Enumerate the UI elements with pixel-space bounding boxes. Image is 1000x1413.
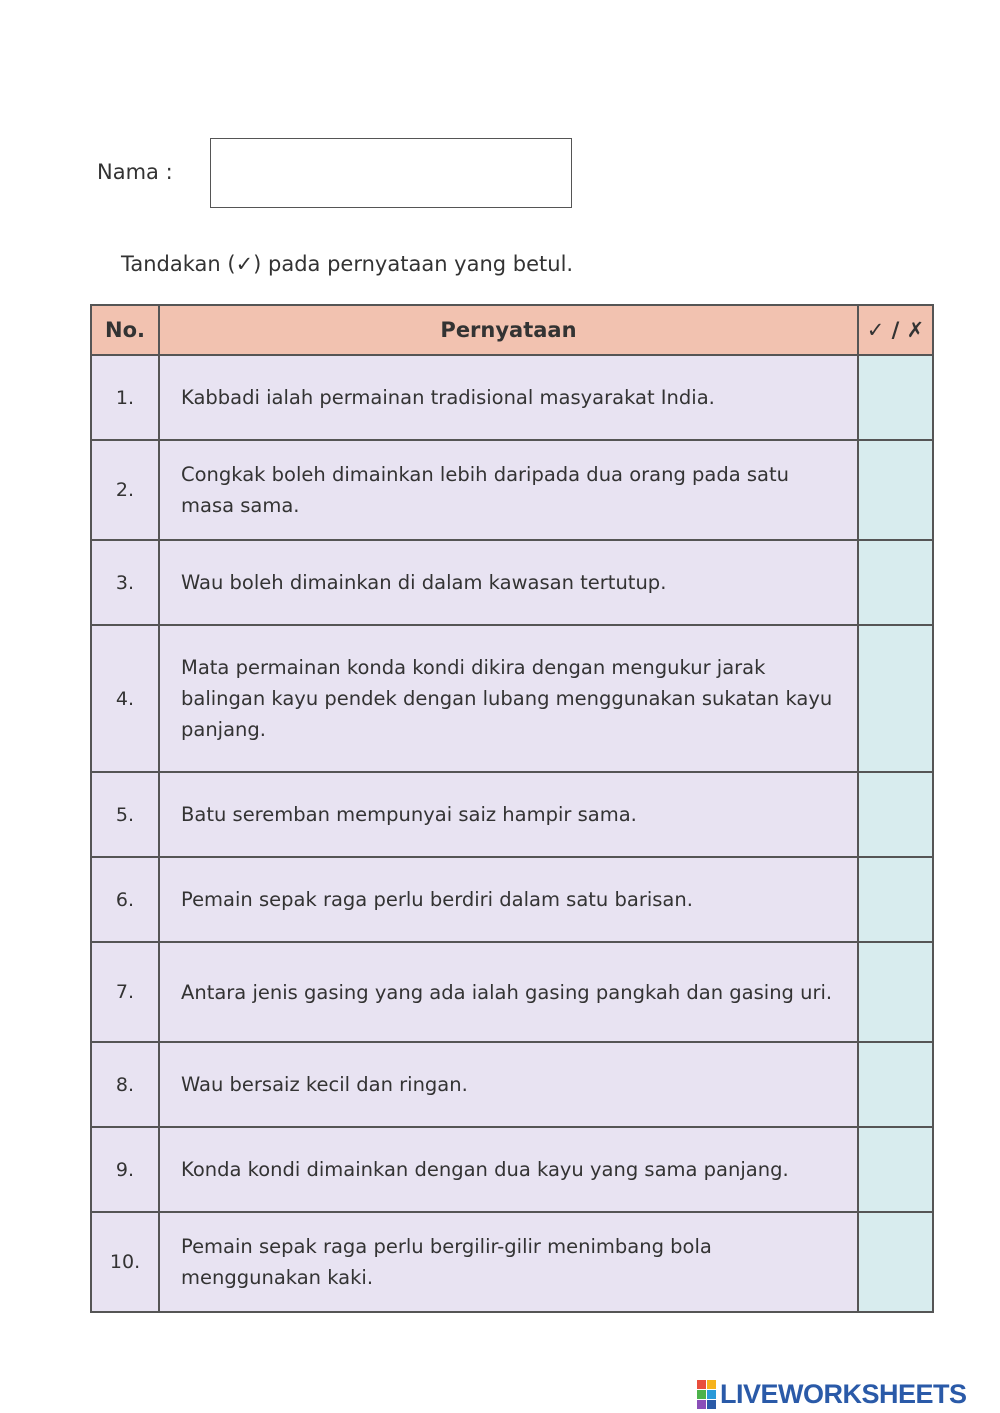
table-row bbox=[91, 625, 933, 772]
answer-cell[interactable] bbox=[858, 942, 933, 1042]
table-row bbox=[91, 540, 933, 625]
answer-cell[interactable] bbox=[858, 440, 933, 540]
header-statement: Pernyataan bbox=[159, 305, 858, 355]
instruction-text: Tandakan (✓) pada pernyataan yang betul. bbox=[121, 252, 574, 276]
statement-table bbox=[90, 304, 934, 1313]
row-statement: Batu seremban mempunyai saiz hampir sama. bbox=[159, 772, 858, 857]
row-number: 2. bbox=[91, 440, 159, 540]
row-number: 1. bbox=[91, 355, 159, 440]
row-statement: Kabbadi ialah permainan tradisional masyarakat India. bbox=[159, 355, 858, 440]
row-statement: Pemain sepak raga perlu bergilir-gilir menimbang bola menggunakan kaki. bbox=[159, 1212, 858, 1312]
table-row bbox=[91, 942, 933, 1042]
name-input[interactable] bbox=[210, 138, 572, 208]
answer-cell[interactable] bbox=[858, 857, 933, 942]
name-label: Nama : bbox=[97, 160, 173, 184]
row-number: 3. bbox=[91, 540, 159, 625]
table-row bbox=[91, 440, 933, 540]
answer-cell[interactable] bbox=[858, 625, 933, 772]
answer-cell[interactable] bbox=[858, 1212, 933, 1312]
row-statement: Antara jenis gasing yang ada ialah gasing pangkah dan gasing uri. bbox=[159, 942, 858, 1042]
table-row bbox=[91, 1212, 933, 1312]
answer-cell[interactable] bbox=[858, 355, 933, 440]
table-row bbox=[91, 355, 933, 440]
table-row bbox=[91, 1042, 933, 1127]
answer-cell[interactable] bbox=[858, 772, 933, 857]
row-number: 5. bbox=[91, 772, 159, 857]
row-number: 10. bbox=[91, 1212, 159, 1312]
header-answer: ✓ / ✗ bbox=[858, 305, 933, 355]
table-row bbox=[91, 857, 933, 942]
answer-cell[interactable] bbox=[858, 540, 933, 625]
row-number: 9. bbox=[91, 1127, 159, 1212]
table-row bbox=[91, 772, 933, 857]
table-row bbox=[91, 1127, 933, 1212]
answer-cell[interactable] bbox=[858, 1042, 933, 1127]
row-statement: Pemain sepak raga perlu berdiri dalam satu barisan. bbox=[159, 857, 858, 942]
liveworksheets-logo-icon bbox=[697, 1380, 716, 1409]
row-number: 4. bbox=[91, 625, 159, 772]
row-number: 8. bbox=[91, 1042, 159, 1127]
header-no: No. bbox=[91, 305, 159, 355]
answer-cell[interactable] bbox=[858, 1127, 933, 1212]
row-statement: Wau boleh dimainkan di dalam kawasan tertutup. bbox=[159, 540, 858, 625]
row-statement: Wau bersaiz kecil dan ringan. bbox=[159, 1042, 858, 1127]
liveworksheets-logo bbox=[697, 1380, 967, 1408]
row-number: 6. bbox=[91, 857, 159, 942]
row-statement: Congkak boleh dimainkan lebih daripada dua orang pada satu masa sama. bbox=[159, 440, 858, 540]
logo-text: LIVEWORKSHEETS bbox=[720, 1378, 967, 1409]
row-statement: Mata permainan konda kondi dikira dengan mengukur jarak balingan kayu pendek dengan lubang menggunakan sukatan kayu panjang. bbox=[159, 625, 858, 772]
row-number: 7. bbox=[91, 942, 159, 1042]
table-header-row bbox=[91, 305, 933, 355]
row-statement: Konda kondi dimainkan dengan dua kayu yang sama panjang. bbox=[159, 1127, 858, 1212]
